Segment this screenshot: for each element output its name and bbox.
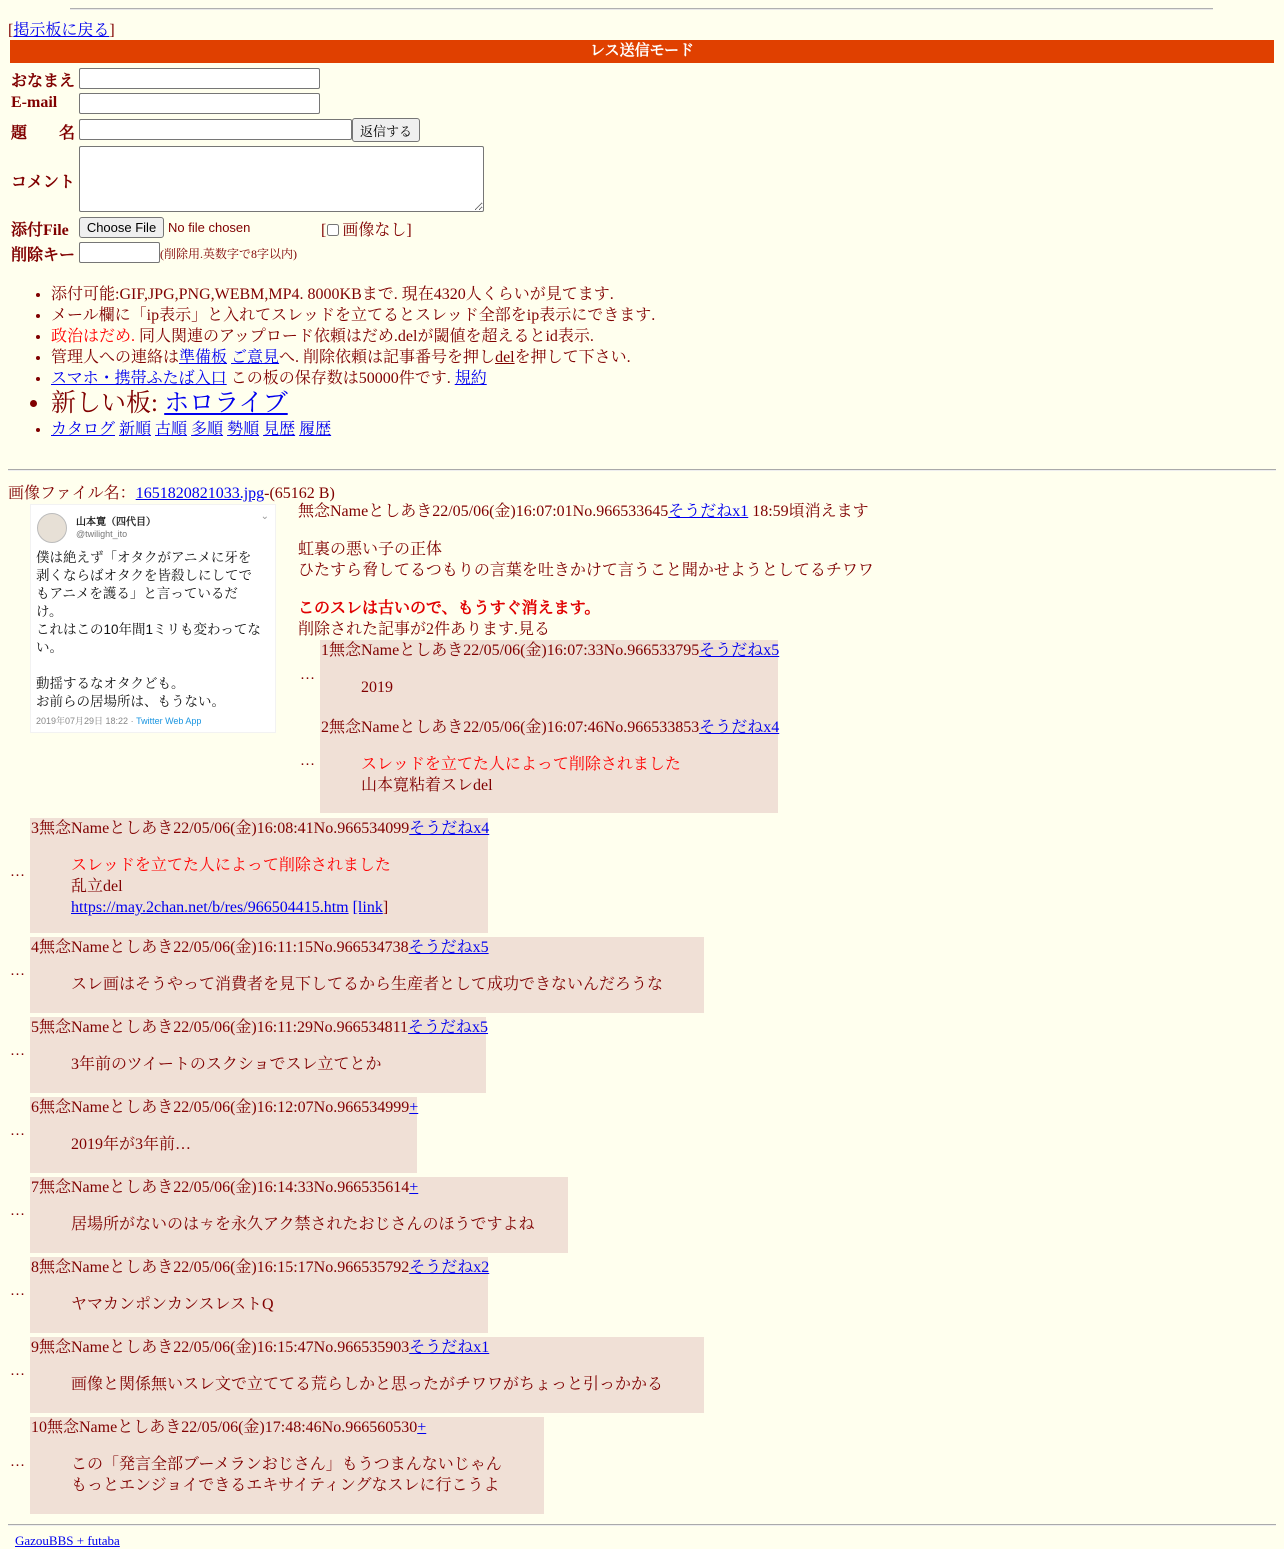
sodane-link[interactable]: そうだねx5 [408, 939, 489, 956]
delete-key-input[interactable] [79, 242, 160, 263]
tweet-text [36, 549, 274, 711]
note-ip: • メール欄に「ip表示」と入れてスレッドを立てるとスレッド全部をip表示にできます. [51, 305, 655, 326]
footer-link[interactable]: GazouBBS + futaba [15, 1533, 120, 1548]
reply-body [361, 754, 778, 796]
comment-textarea[interactable] [79, 146, 484, 212]
reply-body [71, 1454, 544, 1496]
tweet-line: け。 [36, 604, 63, 619]
reply-post [30, 1017, 489, 1093]
avatar [37, 513, 67, 543]
back-to-board-link[interactable]: 掲示板に戻る [13, 22, 110, 39]
comment-label: コメント [11, 174, 76, 191]
link-tag[interactable]: [link [352, 899, 383, 916]
footer-divider [8, 1524, 1276, 1526]
del-text: del [495, 349, 515, 366]
view-history-link[interactable]: 見歴 [263, 421, 296, 438]
reply-line: 画像と関係無いスレ文で立ててる荒らしかと思ったがチワワがちょっと引っかかる [71, 1376, 664, 1393]
reply-post [30, 1257, 488, 1333]
sort-momentum-link[interactable]: 勢順 [227, 421, 260, 438]
reply-body [71, 1054, 486, 1075]
reply-body [361, 677, 778, 698]
thread-image-thumbnail[interactable]: 山本寛（四代目） @twilight_ito ⌄ 僕は絶えず「オタクがアニメに牙を 剥くならばオタクを皆殺しにしてで もアニメを護る」と言っているだ け。 これはこの10年間1ミリも変わってな い。 動揺するなオタクども。 お前らの居場所は、もうない。 2019年07月29日 18:22 · Twitter Web App [30, 504, 276, 733]
top-divider [70, 8, 1213, 10]
reply-ellipsis: … [10, 1363, 25, 1379]
sort-many-link[interactable]: 多順 [191, 421, 224, 438]
reply-mode-banner: レス送信モード [10, 40, 1274, 63]
reply-ellipsis: … [10, 1203, 25, 1219]
reply-body [71, 974, 704, 995]
deleted-posts-note[interactable]: 削除された記事が2件あります.見る [298, 621, 551, 638]
reply-line: 3年前のツイートのスクショでスレ立てとか [71, 1056, 382, 1073]
tweet-line: 僕は絶えず「オタクがアニメに牙を [36, 550, 252, 565]
choose-file-button[interactable]: Choose File [79, 217, 164, 238]
file-label: 添付File [11, 222, 69, 239]
no-file-text: No file chosen [168, 220, 251, 235]
sodane-link[interactable]: そうだねx5 [408, 1019, 489, 1036]
op-sodane-link[interactable]: そうだねx1 [668, 503, 749, 520]
tweet-line: これはこの10年間1ミリも変わってな [36, 622, 261, 637]
mobile-entry-link[interactable]: スマホ・携帯ふたば入口 [51, 370, 227, 387]
sodane-link[interactable]: そうだねx4 [409, 820, 490, 837]
note-mobile: • スマホ・携帯ふたば入口 この板の保存数は50000件です. 規約 [51, 368, 655, 389]
thread-divider [8, 469, 1276, 471]
hololive-board-link[interactable]: ホロライブ [164, 390, 288, 417]
note-rules: • 政治はだめ. 同人関連のアップロード依頼はだめ.delが閾値を超えるとid表示. [51, 326, 655, 347]
op-body-line: ひたすら脅してるつもりの言葉を吐きかけて言うこと聞かせようとしてるチワワ [298, 562, 874, 579]
reply-body [71, 1374, 704, 1395]
reply-meta: 7無念Nameとしあき22/05/06(金)16:14:33No.966535614+ [31, 1179, 419, 1196]
reply-ellipsis: … [300, 753, 315, 769]
chevron-down-icon: ⌄ [260, 511, 269, 522]
reply-post [320, 717, 778, 813]
reply-line: 2019 [361, 679, 393, 696]
reply-line: 山本寛粘着スレdel [361, 777, 493, 794]
terms-link[interactable]: 規約 [454, 370, 487, 387]
catalog-link[interactable]: カタログ [51, 421, 116, 438]
reply-ellipsis: … [10, 1283, 25, 1299]
reply-meta: 10無念Nameとしあき22/05/06(金)17:48:46No.966560530+ [31, 1419, 427, 1436]
email-input[interactable] [79, 93, 320, 114]
reply-link-line: https://may.2chan.net/b/res/966504415.htm [link] [71, 899, 389, 916]
reply-meta: 9無念Nameとしあき22/05/06(金)16:15:47No.966535903そうだねx1 [31, 1339, 490, 1356]
file-link[interactable]: 1651820821033.jpg [135, 485, 265, 502]
sort-old-link[interactable]: 古順 [155, 421, 188, 438]
back-nav: [掲示板に戻る] [8, 22, 115, 39]
reply-meta: 6無念Nameとしあき22/05/06(金)16:12:07No.966534999+ [31, 1099, 419, 1116]
delete-key-label: 削除キー [11, 247, 76, 264]
tweet-line: い。 [36, 640, 63, 655]
reply-line: 居場所がないのはㄘを永久アク禁されたおじさんのほうですよね [71, 1216, 535, 1233]
reply-post [30, 1417, 544, 1514]
note-new-board: • 新しい板: ホロライブ [51, 389, 655, 419]
reply-meta: 8無念Nameとしあき22/05/06(金)16:15:17No.966535792そうだねx2 [31, 1259, 490, 1276]
deleted-notice: スレッドを立てた人によって削除されました [361, 756, 681, 773]
submit-reply-button[interactable]: 返信する [352, 118, 420, 142]
op-post-meta: 無念Nameとしあき22/05/06(金)16:07:01No.966533645そうだねx1 18:59頃消えます [298, 503, 869, 520]
subject-label: 題 名 [11, 125, 76, 142]
reply-line: スレ画はそうやって消費者を見下してるから生産者として成功できないんだろうな [71, 976, 664, 993]
name-input[interactable] [79, 68, 320, 89]
reply-ellipsis: … [10, 1123, 25, 1139]
note-catalog-links [51, 419, 655, 440]
reply-ellipsis: … [10, 1043, 25, 1059]
reply-post [320, 640, 778, 717]
reply-meta: 4無念Nameとしあき22/05/06(金)16:11:15No.966534738そうだねx5 [31, 939, 489, 956]
reply-ellipsis: … [10, 864, 25, 880]
reply-meta: 1無念Nameとしあき22/05/06(金)16:07:33No.966533795そうだねx5 [321, 642, 780, 659]
tweet-line: もアニメを護る」と言っているだ [36, 586, 238, 601]
reply-post [30, 1097, 417, 1173]
reply-ellipsis: … [10, 963, 25, 979]
tweet-line: 動揺するなオタクども。 [36, 676, 185, 691]
reply-meta: 5無念Nameとしあき22/05/06(金)16:11:29No.966534811そうだねx5 [31, 1019, 489, 1036]
reply-post [30, 818, 488, 933]
reply-body [71, 855, 488, 918]
no-image-toggle: [ 画像なし] [321, 222, 412, 239]
tweet-line [36, 657, 274, 675]
reply-post [30, 937, 704, 1013]
reply-post [30, 1177, 568, 1253]
note-upload: • 添付可能:GIF,JPG,PNG,WEBM,MP4. 8000KBまで. 現在4320人くらいが見てます. [51, 284, 655, 305]
sodane-link[interactable]: + [417, 1419, 427, 1436]
reply-post [30, 1337, 704, 1413]
sodane-link[interactable]: そうだねx1 [409, 1339, 490, 1356]
email-label: E-mail [11, 94, 58, 111]
tweet-line: 剥くならばオタクを皆殺しにしてで [36, 568, 252, 583]
reply-body [71, 1294, 488, 1315]
reply-line: この「発言全部ブーメランおじさん」もうつまんないじゃん [71, 1456, 502, 1473]
old-thread-warning: このスレは古いので、もうすぐ消えます。 [298, 600, 601, 617]
footer [15, 1533, 120, 1549]
sodane-link[interactable]: + [409, 1179, 419, 1196]
reply-ellipsis: … [10, 1454, 25, 1470]
reply-line: ヤマカンポンカンスレストQ [71, 1296, 274, 1313]
sodane-link[interactable]: そうだねx4 [699, 719, 780, 736]
reply-body [71, 1214, 568, 1235]
board-notes [0, 284, 655, 440]
reply-meta: 3無念Nameとしあき22/05/06(金)16:08:41No.966534099そうだねx4 [31, 820, 490, 837]
reply-body [71, 1134, 417, 1155]
sodane-link[interactable]: そうだねx5 [699, 642, 780, 659]
feedback-link[interactable]: ご意見 [231, 349, 280, 366]
reply-line: 2019年が3年前… [71, 1136, 192, 1153]
op-body-line: 虹裏の悪い子の正体 [298, 541, 443, 558]
deleted-notice: スレッドを立てた人によって削除されました [71, 857, 391, 874]
sodane-link[interactable]: + [409, 1099, 419, 1116]
sodane-link[interactable]: そうだねx2 [409, 1259, 490, 1276]
reply-line: 乱立del [71, 878, 123, 895]
delete-key-note: (削除用.英数字で8字以内) [160, 247, 297, 261]
reply-line: もっとエンジョイできるエキサイティングなスレに行こうよ [71, 1477, 500, 1494]
note-contact: • 管理人への連絡は準備板 ご意見へ. 削除依頼は記事番号を押しdelを押して下さい. [51, 347, 655, 368]
op-post [298, 501, 874, 640]
file-info: 画像ファイル名：1651820821033.jpg-(65162 B) [8, 485, 335, 502]
sort-new-link[interactable]: 新順 [119, 421, 152, 438]
thread-url-link[interactable]: https://may.2chan.net/b/res/966504415.htm [71, 899, 349, 916]
prep-board-link[interactable]: 準備板 [179, 349, 228, 366]
no-image-checkbox[interactable] [327, 224, 339, 236]
reply-meta: 2無念Nameとしあき22/05/06(金)16:07:46No.966533853そうだねx4 [321, 719, 780, 736]
name-label: おなまえ [11, 73, 76, 90]
tweet-line: お前らの居場所は、もうない。 [36, 694, 225, 709]
subject-input[interactable] [79, 119, 352, 140]
post-history-link[interactable]: 履歴 [299, 421, 332, 438]
reply-ellipsis: … [300, 667, 315, 683]
